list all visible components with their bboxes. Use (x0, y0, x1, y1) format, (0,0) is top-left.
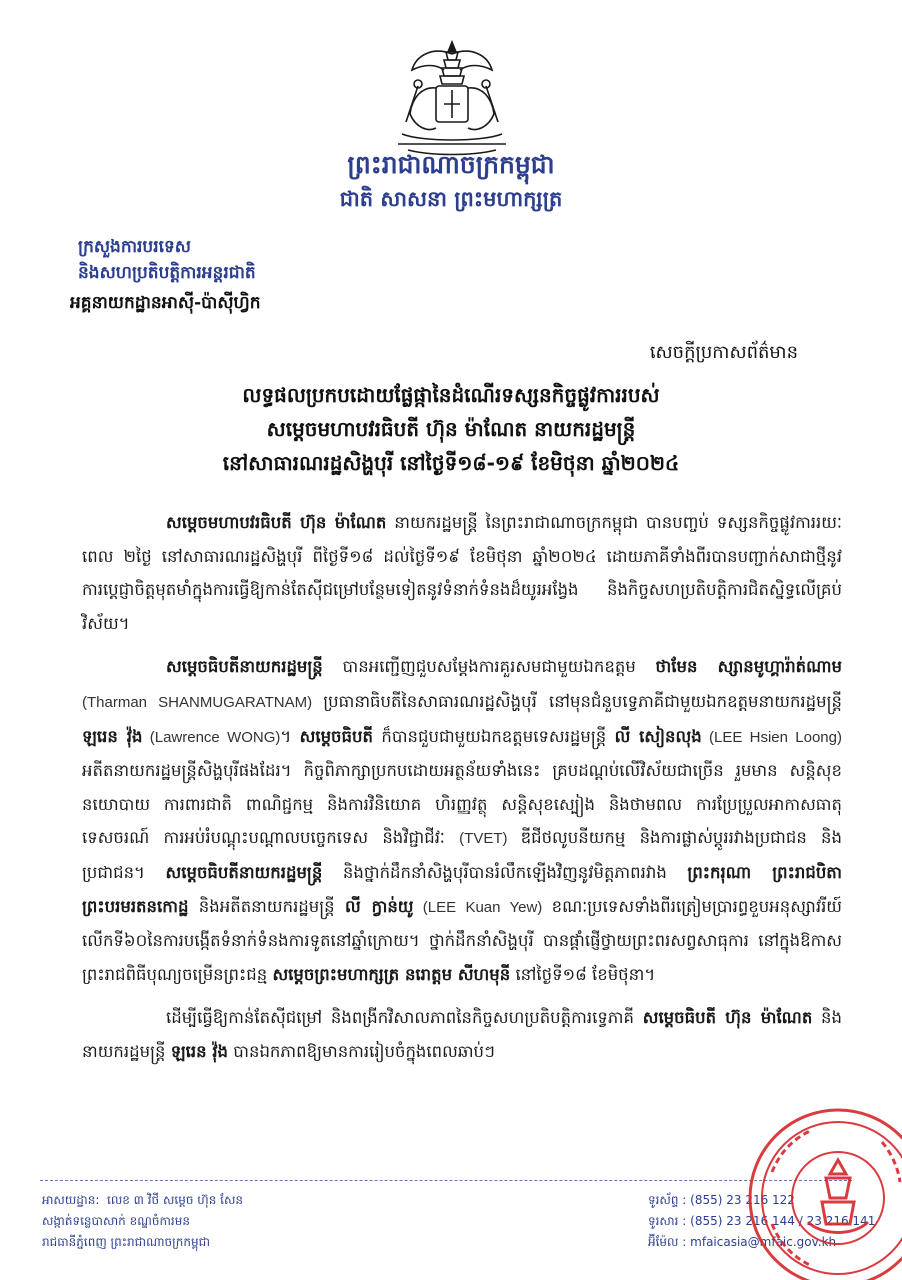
p2-s6-text: ក៏បានជួបជាមួយឯកឧត្តមទេសរដ្ឋមន្ត្រី (372, 726, 615, 746)
p2-s12-bold: លី ក្វាន់យូ (345, 896, 414, 916)
p2-s8-text: អតីតនាយករដ្ឋមន្ត្រីសិង្ហបុរីផងដែរ។ កិច្ចពិភាក្សាប្រកបដោយអត្ថន័យទាំងនេះ គ្របដណ្តប់លើវិស័យជាច្រើន រួមមាន សន្តិសុខនយោបាយ ការពារជាតិ ពាណិជ្ជកម្ម និងការវិនិយោគ ហិរញ្ញវត្ថុ សន្តិសុខស្បៀង និងថាមពល ការប្រែប្រួលអាកាសធាតុ ទេសចរណ៍ ការអប់រំបណ្តុះបណ្តាលបច្ចេកទេស និងវិជ្ជាជីវៈ (82, 761, 842, 848)
email-value: mfaicasia@mfaic.gov.kh (690, 1235, 837, 1249)
p2-s3-text: ប្រធានាធិបតីនៃសាធារណរដ្ឋសិង្ហបុរី នៅមុនជំនួបទ្វេភាគីជាមួយឯកឧត្តមនាយករដ្ឋមន្ត្រី (323, 691, 842, 711)
title-line1: លទ្ធផលប្រកបដោយផ្លែផ្កានៃដំណើរទស្សនកិច្ចផ្លូវការរបស់ (242, 383, 660, 407)
p2-s11-text: និងអតីតនាយករដ្ឋមន្ត្រី (188, 896, 346, 916)
p2-s6-bold: សម្តេចធិបតី (299, 726, 373, 746)
address-label: អាសយដ្ឋាន: (42, 1193, 100, 1207)
p2-s2-bold: ថាមែន ស្សានមូហ្គារ៉ាត់ណាម (655, 657, 842, 677)
title-line2: សម្តេចមហាបវរធិបតី ហ៊ុន ម៉ាណែត នាយករដ្ឋមន្ត្រី (266, 417, 636, 441)
p2-s11-bold: ព្រះករុណា ព្រះរាជបិតា ព្រះបរមរតនកោដ្ឋ (82, 862, 843, 916)
ministry-name-line2: និងសហប្រតិបត្តិការអន្តរជាតិ (78, 263, 256, 283)
paragraph-1 (82, 506, 842, 640)
p2-s10-text: និងថ្នាក់ដឹកនាំសិង្ហបុរីបានរំលឹកឡើងវិញនូវមិត្តភាពរវាង (322, 862, 688, 882)
national-motto: ជាតិ សាសនា ព្រះមហាក្សត្រ (339, 187, 563, 211)
p2-s2-latin: (Tharman SHANMUGARATNAM) (82, 693, 324, 711)
phone-label: ទូរស័ព្ទ : (648, 1193, 687, 1207)
p2-s7-latin: (LEE Hsien Loong) (701, 728, 842, 746)
press-release-body (82, 506, 842, 1079)
phone-value: (855) 23 216 122 (690, 1193, 795, 1207)
royal-arms-emblem (392, 36, 512, 158)
department-name: អគ្គនាយកដ្ឋានអាស៊ី-ប៉ាស៊ីហ្វិក (70, 293, 261, 313)
p3-s3-text: បានឯកភាពឱ្យមានការរៀបចំក្នុងពេលឆាប់ៗ (228, 1041, 495, 1061)
p2-s4-bold: ឡរេន វ៉ុង (82, 726, 143, 746)
p2-s13-text: ខណៈប្រទេសទាំងពីរត្រៀមប្រារព្ធខួបអនុស្សាវរីយ៍លើកទី៦០នៃការបង្កើតទំនាក់ទំនងការទូតនៅឆ្នាំក្រោយ។ ថ្នាក់ដឹកនាំសិង្ហបុរី បានផ្តាំផ្ញើថ្វាយព្រះពរសព្វសាធុការ នៅក្នុងឱកាសព្រះរាជពិធីបុណ្យចម្រើនព្រះជន្ម (82, 896, 843, 984)
ministry-name-line1: ក្រសួងការបរទេស (78, 237, 191, 257)
paragraph-3 (82, 1001, 842, 1068)
document-type: សេចក្តីប្រកាសព័ត៌មាន (649, 342, 798, 363)
address-line1: លេខ ៣ វិថី សម្តេច ហ៊ុន សែន (107, 1193, 243, 1207)
address-line2: សង្កាត់ទន្លេបាសាក់ ខណ្ឌចំការមន (42, 1214, 190, 1228)
p1-bold: សម្តេចមហាបវរធិបតី ហ៊ុន ម៉ាណែត (166, 513, 387, 532)
p2-s14-text: នៅថ្ងៃទី១៨ ខែមិថុនា។ (510, 964, 656, 984)
p1-text: នាយករដ្ឋមន្ត្រី នៃព្រះរាជាណាចក្រកម្ពុជា បានបញ្ចប់ ទស្សនកិច្ចផ្លូវការរយៈពេល ២ថ្ងៃ នៅសាធារណរដ្ឋសិង្ហបុរី ពីថ្ងៃទី១៨ ដល់ថ្ងៃទី១៩ ខែមិថុនា ឆ្នាំ២០២៤ ដោយភាគីទាំងពីរបានបញ្ជាក់សាជាថ្មីនូវការប្តេជ្ញាចិត្តមុតមាំក្នុងការធ្វើឱ្យកាន់តែស៊ីជម្រៅបន្ថែមទៀតនូវទំនាក់ទំនងដ៏យូរអង្វែង និងកិច្ចសហប្រតិបត្តិការជិតស្និទ្ធលើគ្រប់វិស័យ។ (82, 513, 842, 633)
p2-s14-bold: សម្តេចព្រះមហាក្សត្រ នរោត្តម សីហមុនី (272, 964, 511, 984)
title-line3: នៅសាធារណរដ្ឋសិង្ហបុរី នៅថ្ងៃទី១៨-១៩ ខែមិថុនា ឆ្នាំ២០២៤ (222, 451, 680, 475)
official-seal-stamp (742, 1102, 902, 1280)
p2-s9-text: ឌីជីថលូបនីយកម្ម និងការផ្លាស់ប្តូររវាងប្រជាជន និងប្រជាជន។ (82, 828, 842, 882)
p3-s2-text: និងនាយករដ្ឋមន្ត្រី (82, 1008, 842, 1061)
p3-s1-text: ដើម្បីធ្វើឱ្យកាន់តែស៊ីជម្រៅ និងពង្រីកវិសាលភាពនៃកិច្ចសហប្រតិបត្តិការទ្វេភាគី (166, 1008, 643, 1028)
fax-label: ទូរសារ : (648, 1214, 687, 1228)
paragraph-2 (82, 650, 842, 991)
email-label: អ៊ីម៉ែល : (648, 1235, 687, 1249)
p2-s8-latin: (TVET) (459, 830, 521, 848)
p2-s12-latin: (LEE Kuan Yew) (413, 898, 552, 916)
fax-value: (855) 23 216 144 / 23 216 141 (690, 1214, 876, 1228)
p3-s3-bold: ឡរេន វ៉ុង (170, 1041, 229, 1061)
p3-s2-bold: សម្តេចធិបតី ហ៊ុន ម៉ាណែត (642, 1008, 813, 1028)
address-row (42, 1190, 243, 1211)
p2-s1-bold: សម្តេចធិបតីនាយករដ្ឋមន្ត្រី (166, 657, 323, 677)
p2-s5-text: ។ (280, 726, 300, 746)
p2-s7-bold: លី សៀនលុង (614, 726, 702, 746)
kingdom-name: ព្រះរាជាណាចក្រកម្ពុជា (347, 150, 555, 179)
footer-address-block (42, 1190, 243, 1253)
p2-s10-bold: សម្តេចធិបតីនាយករដ្ឋមន្ត្រី (165, 862, 323, 882)
footer-divider (40, 1180, 852, 1181)
p2-s4-latin: (Lawrence WONG) (142, 728, 281, 746)
p2-s1-text: បានអញ្ជើញជួបសម្តែងការគួរសមជាមួយឯកឧត្តម (322, 657, 656, 677)
address-line3: រាជធានីភ្នំពេញ ព្រះរាជាណាចក្រកម្ពុជា (42, 1235, 210, 1249)
